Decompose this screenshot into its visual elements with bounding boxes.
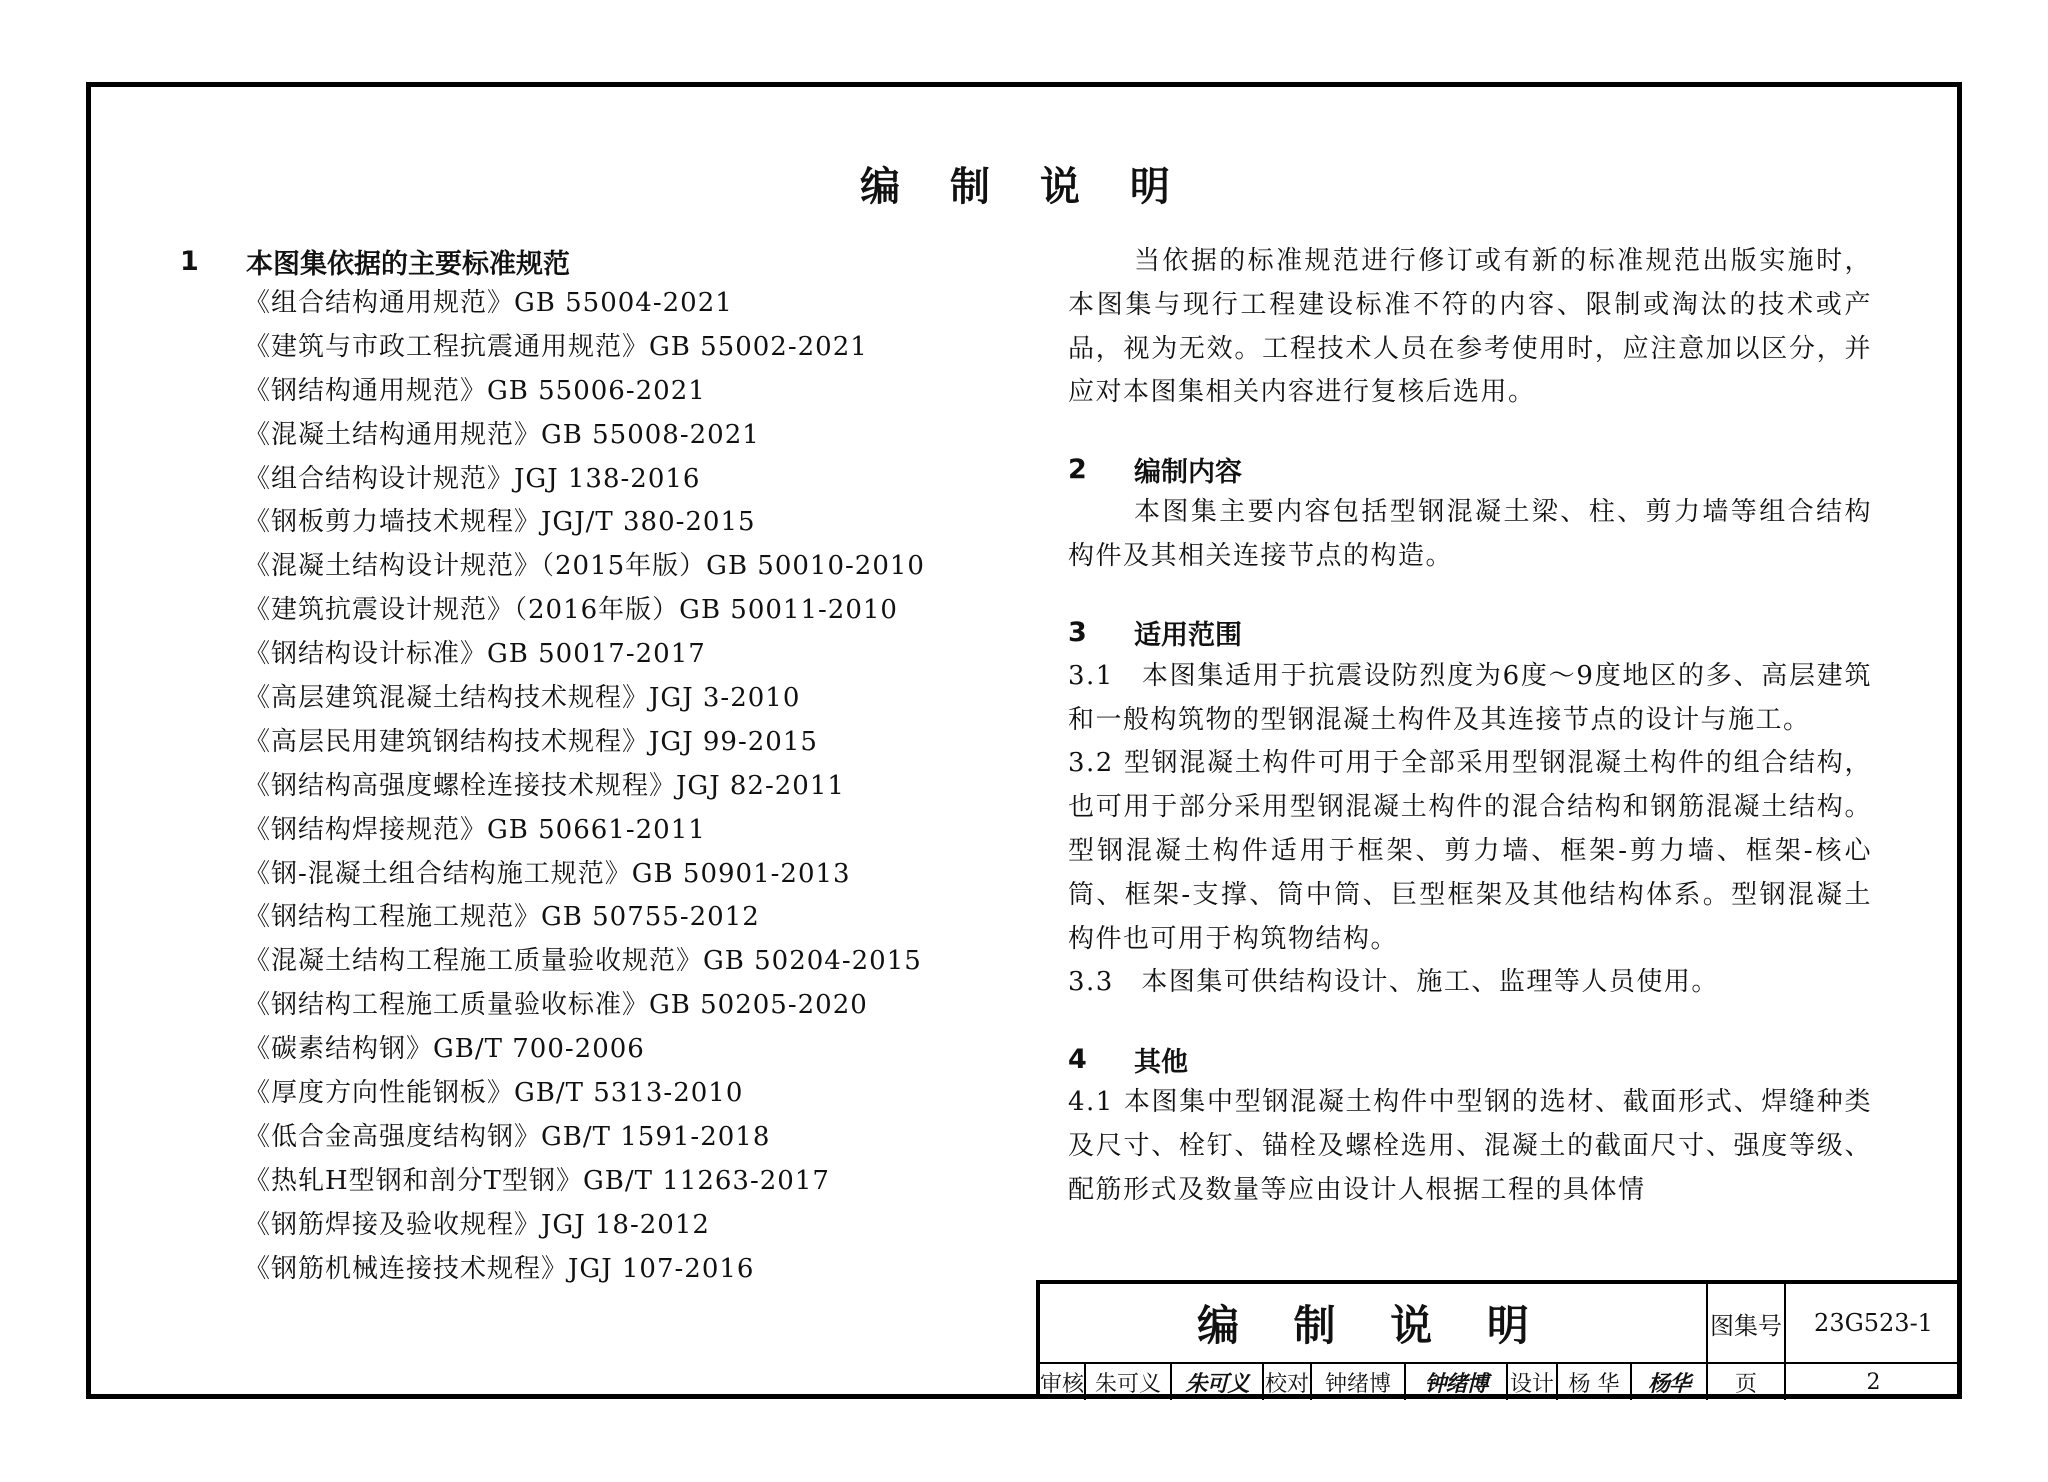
checker-signature: 钟绪博 — [1406, 1364, 1508, 1400]
section-number: 4 — [1068, 1043, 1087, 1075]
page-number: 2 — [1866, 1369, 1881, 1395]
standard-item: 《厚度方向性能钢板》GB/T 5313-2010 — [244, 1078, 744, 1109]
section-3-item: 3.2 型钢混凝土构件可用于全部采用型钢混凝土构件的组合结构，也可用于部分采用型钢混凝土构件的混合结构和钢筋混凝土结构。型钢混凝土构件适用于框架、剪力墙、框架-剪力墙、框架-核心筒、框架-支撑、筒中筒、巨型框架及其他结构体系。型钢混凝土构件也可用于构筑物结构。 — [1068, 748, 1872, 954]
standard-item: 《高层建筑混凝土结构技术规程》JGJ 3-2010 — [244, 683, 801, 714]
standard-item: 《钢结构工程施工质量验收标准》GB 50205-2020 — [244, 990, 868, 1021]
standard-item: 《钢-混凝土组合结构施工规范》GB 50901-2013 — [244, 858, 851, 889]
atlas-number-label: 图集号 — [1708, 1284, 1786, 1364]
section-4-item: 4.1 本图集中型钢混凝土构件中型钢的选材、截面形式、焊缝种类及尺寸、栓钉、锚栓及螺栓选用、混凝土的截面尺寸、强度等级、配筋形式及数量等应由设计人根据工程的具体情 — [1068, 1087, 1872, 1205]
title-block-title: 编 制 说 明 — [1040, 1284, 1708, 1364]
designer-signature: 杨华 — [1632, 1364, 1708, 1400]
standard-item: 《钢结构焊接规范》GB 50661-2011 — [244, 814, 706, 845]
standard-item: 《建筑抗震设计规范》（2016年版）GB 50011-2010 — [244, 595, 898, 626]
standard-item: 《碳素结构钢》GB/T 700-2006 — [244, 1034, 645, 1065]
section-1-heading — [180, 240, 1040, 282]
standard-item: 《高层民用建筑钢结构技术规程》JGJ 99-2015 — [244, 726, 818, 757]
standard-item: 《钢结构设计标准》GB 50017-2017 — [244, 639, 706, 670]
reviewer-name: 朱可义 — [1086, 1364, 1172, 1400]
section-title: 本图集依据的主要标准规范 — [246, 248, 570, 280]
atlas-number: 23G523-1 — [1786, 1284, 1961, 1364]
review-label: 审核 — [1040, 1364, 1086, 1400]
section-2-heading — [1068, 447, 1872, 491]
section-title: 适用范围 — [1134, 620, 1242, 652]
standard-item: 《混凝土结构通用规范》GB 55008-2021 — [244, 419, 760, 450]
standards-list — [180, 282, 1040, 1291]
standard-item: 《组合结构设计规范》JGJ 138-2016 — [244, 463, 701, 494]
section-3-heading — [1068, 611, 1872, 655]
right-column — [1068, 240, 1872, 1213]
standard-item: 《钢结构高强度螺栓连接技术规程》JGJ 82-2011 — [244, 770, 845, 801]
design-label: 设计 — [1508, 1364, 1558, 1400]
standard-item: 《钢结构工程施工规范》GB 50755-2012 — [244, 902, 760, 933]
page-label: 页 — [1708, 1364, 1786, 1400]
section-number: 2 — [1068, 453, 1087, 485]
standards-section — [180, 240, 1040, 1291]
intro-paragraph: 当依据的标准规范进行修订或有新的标准规范出版实施时，本图集与现行工程建设标准不符的内容、限制或淘汰的技术或产品，视为无效。工程技术人员在参考使用时，应注意加以区分，并应对本图集相关内容进行复核后选用。 — [1068, 246, 1872, 408]
section-title: 编制内容 — [1134, 456, 1242, 488]
standard-item: 《低合金高强度结构钢》GB/T 1591-2018 — [244, 1121, 771, 1152]
standard-item: 《混凝土结构设计规范》（2015年版）GB 50010-2010 — [244, 551, 925, 582]
standard-item: 《组合结构通用规范》GB 55004-2021 — [244, 288, 733, 318]
check-label: 校对 — [1264, 1364, 1312, 1400]
section-number: 3 — [1068, 617, 1087, 649]
standard-item: 《钢结构通用规范》GB 55006-2021 — [244, 375, 706, 406]
section-3-item: 3.3 本图集可供结构设计、施工、监理等人员使用。 — [1068, 967, 1719, 998]
standard-item: 《钢筋机械连接技术规程》JGJ 107-2016 — [244, 1253, 755, 1284]
designer-name: 杨 华 — [1558, 1364, 1632, 1400]
standard-item: 《建筑与市政工程抗震通用规范》GB 55002-2021 — [244, 331, 868, 362]
section-number: 1 — [180, 245, 199, 277]
standard-item: 《钢板剪力墙技术规程》JGJ/T 380-2015 — [244, 507, 756, 538]
section-3-item: 3.1 本图集适用于抗震设防烈度为6度～9度地区的多、高层建筑和一般构筑物的型钢混凝土构件及其连接节点的设计与施工。 — [1068, 660, 1872, 735]
title-block — [1036, 1280, 1957, 1396]
standard-item: 《热轧H型钢和剖分T型钢》GB/T 11263-2017 — [244, 1165, 830, 1196]
section-title: 其他 — [1134, 1046, 1188, 1078]
section-4-heading — [1068, 1037, 1872, 1081]
reviewer-signature: 朱可义 — [1172, 1364, 1264, 1400]
checker-name: 钟绪博 — [1312, 1364, 1406, 1400]
page-title: 编 制 说 明 — [860, 164, 1188, 210]
standard-item: 《钢筋焊接及验收规程》JGJ 18-2012 — [244, 1209, 710, 1240]
section-2-text: 本图集主要内容包括型钢混凝土梁、柱、剪力墙等组合结构构件及其相关连接节点的构造。 — [1068, 497, 1872, 571]
standard-item: 《混凝土结构工程施工质量验收规范》GB 50204-2015 — [244, 946, 922, 977]
